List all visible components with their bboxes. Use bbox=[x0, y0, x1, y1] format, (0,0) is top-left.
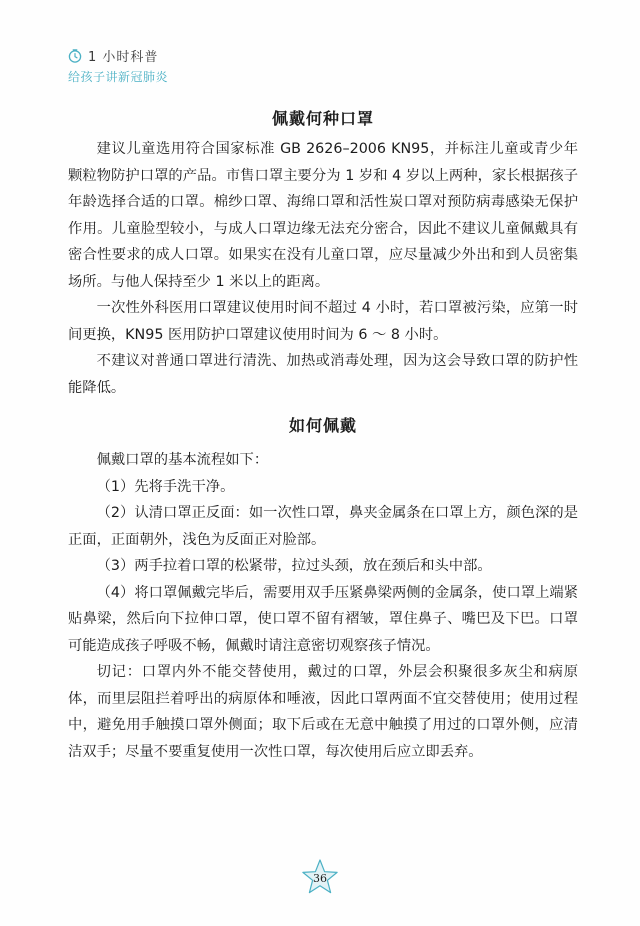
series-title: 1 小时科普 bbox=[88, 50, 159, 65]
page-header bbox=[68, 46, 168, 85]
series-subtitle: 给孩子讲新冠肺炎 bbox=[68, 70, 169, 84]
step-item: （3）两手拉着口罩的松紧带，拉过头颈，放在颈后和头中部。 bbox=[96, 558, 492, 574]
step-item: （2）认清口罩正反面：如一次性口罩，鼻夹金属条在口罩上方，颜色深的是正面，正面朝外，浅色为反面正对脸部。 bbox=[68, 505, 578, 548]
step-item: （1）先将手洗干净。 bbox=[96, 478, 235, 495]
intro-text: 佩戴口罩的基本流程如下： bbox=[96, 452, 269, 468]
page-number: 36 bbox=[313, 872, 327, 885]
paragraph: 一次性外科医用口罩建议使用时间不超过 4 小时，若口罩被污染，应第一时间更换，KN95 医用防护口罩建议使用时间为 6 ～ 8 小时。 bbox=[68, 300, 578, 343]
page-number-badge bbox=[300, 858, 340, 898]
page-content bbox=[68, 104, 578, 765]
section-body-mask-type bbox=[68, 136, 578, 401]
section-title-how-to-wear: 如何佩戴 bbox=[288, 416, 357, 435]
clock-icon bbox=[68, 49, 82, 63]
paragraph: 不建议对普通口罩进行清洗、加热或消毒处理，因为这会导致口罩的防护性能降低。 bbox=[68, 353, 578, 396]
step-item: （4）将口罩佩戴完毕后，需要用双手压紧鼻梁两侧的金属条，使口罩上端紧贴鼻梁，然后向下拉伸口罩，使口罩不留有褶皱，罩住鼻子、嘴巴及下巴。口罩可能造成孩子呼吸不畅，佩戴时请注意密切观察孩子情况。 bbox=[68, 584, 578, 654]
section-title-mask-type: 佩戴何种口罩 bbox=[271, 109, 374, 128]
caution-text: 切记：口罩内外不能交替使用，戴过的口罩，外层会积聚很多灰尘和病原体，而里层阻拦着呼出的病原体和唾液，因此口罩两面不宜交替使用；使用过程中，避免用手触摸口罩外侧面；取下后或在无意中触摸了用过的口罩外侧，应清洁双手；尽量不要重复使用一次性口罩，每次使用后应立即丢弃。 bbox=[68, 664, 578, 760]
header-row bbox=[68, 46, 168, 65]
section-body-how-to-wear bbox=[68, 447, 578, 765]
paragraph: 建议儿童选用符合国家标准 GB 2626–2006 KN95，并标注儿童或青少年颗粒物防护口罩的产品。市售口罩主要分为 1 岁和 4 岁以上两种，家长根据孩子年龄选择合适的口罩。棉纱口罩、海绵口罩和活性炭口罩对预防病毒感染无保护作用。儿童脸型较小，与成人口罩边缘无法充分密合，因此不建议儿童佩戴具有密合性要求的成人口罩。如果实在没有儿童口罩，应尽量减少外出和到人员密集场所。与他人保持至少 1 米以上的距离。 bbox=[68, 141, 578, 290]
